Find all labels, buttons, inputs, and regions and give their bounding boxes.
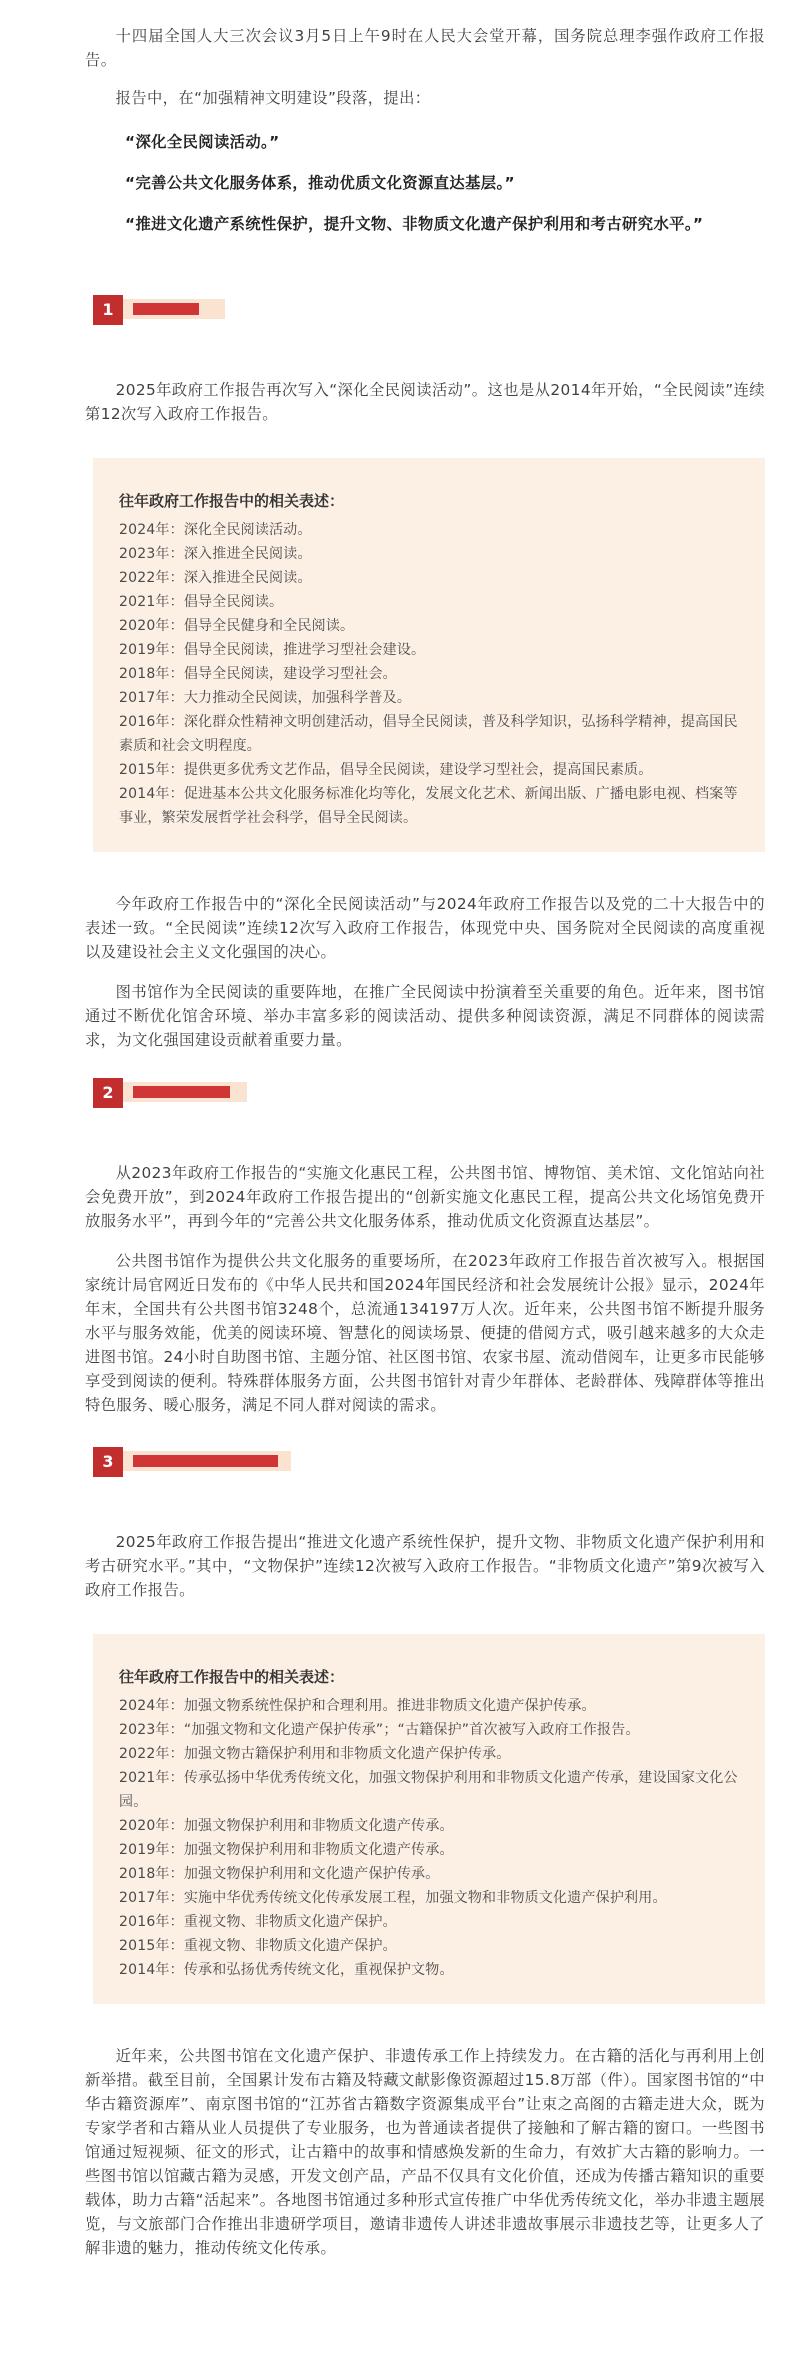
box-list-item bbox=[119, 686, 743, 710]
box-list-item bbox=[119, 1910, 743, 1934]
section-number-badge: 3 bbox=[93, 1447, 123, 1477]
section-paragraph: 图书馆作为全民阅读的重要阵地，在推广全民阅读中扮演着至关重要的角色。近年来，图书馆通过不断优化馆舍环境、举办丰富多彩的阅读活动、提供多种阅读资源，满足不同群体的阅读需求，为文化强国建设贡献着重要力量。 bbox=[85, 983, 765, 1049]
year-statement: 促进基本公共文化服务标准化均等化，发展文化艺术、新闻出版、广播电影电视、档案等事业，繁荣发展哲学社会科学，倡导全民阅读。 bbox=[119, 786, 738, 826]
year-label: 2024年 ： bbox=[119, 522, 184, 538]
section-title-band bbox=[123, 1082, 247, 1102]
year-statement: 倡导全民健身和全民阅读。 bbox=[183, 618, 355, 634]
intro-paragraph: 报告中，在“加强精神文明建设”段落，提出： bbox=[115, 89, 431, 107]
year-label: 2018年 ： bbox=[119, 1866, 184, 1882]
section-paragraph: 2025年政府工作报告提出“推进文化遗产系统性保护，提升文物、非物质文化遗产保护利用和考古研究水平。”其中，“文物保护”连续12次被写入政府工作报告。“非物质文化遗产”第9次被写入政府工作报告。 bbox=[85, 1533, 765, 1599]
year-statement: 倡导全民阅读。 bbox=[183, 594, 284, 610]
box-list-item bbox=[119, 1862, 743, 1886]
past-reports-box bbox=[93, 1634, 765, 2004]
section-title-bar bbox=[133, 303, 199, 315]
year-label: 2023年 ： bbox=[119, 546, 184, 562]
year-statement: 加强文物系统性保护和合理利用。推进非物质文化遗产保护传承。 bbox=[183, 1698, 596, 1714]
box-list-item bbox=[119, 662, 743, 686]
year-label: 2015年 ： bbox=[119, 1938, 184, 1954]
year-label: 2021年 ： bbox=[119, 594, 184, 610]
year-statement: 加强文物保护利用和文化遗产保护传承。 bbox=[183, 1866, 440, 1882]
year-statement: 深化全民阅读活动。 bbox=[183, 522, 312, 538]
box-list-item bbox=[119, 542, 743, 566]
box-list-item bbox=[119, 1766, 743, 1814]
year-statement: “加强文物和文化遗产保护传承”；“古籍保护”首次被写入政府工作报告。 bbox=[183, 1722, 640, 1738]
section-paragraph: 近年来，公共图书馆在文化遗产保护、非遗传承工作上持续发力。在古籍的活化与再利用上创新举措。截至目前，全国累计发布古籍及特藏文献影像资源超过15.8万部（件）。国家图书馆的“中华古籍资源库”、南京图书馆的“江苏省古籍数字资源集成平台”让束之高阁的古籍走进大众，既为专家学者和古籍从业人员提供了专业服务，也为普通读者提供了接触和了解古籍的窗口。一些图书馆通过短视频、征文的形式，让古籍中的故事和情感焕发新的生命力，有效扩大古籍的影响力。一些图书馆以馆藏古籍为灵感，开发文创产品，产品不仅具有文化价值，还成为传播古籍知识的重要载体，助力古籍“活起来”。各地图书馆通过多种形式宣传推广中华优秀传统文化，举办非遗主题展览，与文旅部门合作推出非遗研学项目，邀请非遗传人讲述非遗故事展示非遗技艺等，让更多人了解非遗的魅力，推动传统文化传承。 bbox=[85, 2047, 765, 2257]
section-number-badge: 1 bbox=[93, 295, 123, 325]
year-label: 2023年 ： bbox=[119, 1722, 184, 1738]
box-list-item bbox=[119, 710, 743, 758]
box-list-item bbox=[119, 1718, 743, 1742]
section-number-badge: 2 bbox=[93, 1078, 123, 1108]
report-quote: “深化全民阅读活动。” bbox=[125, 133, 280, 151]
year-statement: 实施中华优秀传统文化传承发展工程，加强文物和非物质文化遗产保护利用。 bbox=[183, 1890, 667, 1906]
box-list-item bbox=[119, 1742, 743, 1766]
year-statement: 倡导全民阅读，建设学习型社会。 bbox=[183, 666, 397, 682]
section-paragraph: 从2023年政府工作报告的“实施文化惠民工程，公共图书馆、博物馆、美术馆、文化馆站向社会免费开放”，到2024年政府工作报告提出的“创新实施文化惠民工程，提高公共文化场馆免费开放服务水平”，再到今年的“完善公共文化服务体系，推动优质文化资源直达基层”。 bbox=[85, 1164, 765, 1230]
report-quote: “完善公共文化服务体系，推动优质文化资源直达基层。” bbox=[125, 174, 515, 192]
box-title: 往年政府工作报告中的相关表述： bbox=[119, 1668, 345, 1686]
box-list-item bbox=[119, 614, 743, 638]
section-paragraph: 2025年政府工作报告再次写入“深化全民阅读活动”。这也是从2014年开始，“全民阅读”连续第12次写入政府工作报告。 bbox=[85, 381, 765, 423]
box-list-item bbox=[119, 638, 743, 662]
year-label: 2019年 ： bbox=[119, 1842, 184, 1858]
box-list-item bbox=[119, 518, 743, 542]
box-list-item bbox=[119, 566, 743, 590]
year-statement: 加强文物保护利用和非物质文化遗产传承。 bbox=[183, 1818, 454, 1834]
year-label: 2022年 ： bbox=[119, 1746, 184, 1762]
year-label: 2024年 ： bbox=[119, 1698, 184, 1714]
box-list-item bbox=[119, 590, 743, 614]
year-statement: 加强文物保护利用和非物质文化遗产传承。 bbox=[183, 1842, 454, 1858]
box-items bbox=[119, 1694, 743, 1982]
past-reports-box bbox=[93, 458, 765, 852]
section-title-band bbox=[123, 1451, 291, 1471]
report-quote: “推进文化遗产系统性保护，提升文物、非物质文化遗产保护利用和考古研究水平。” bbox=[125, 215, 704, 233]
intro-paragraph: 十四届全国人大三次会议3月5日上午9时在人民大会堂开幕，国务院总理李强作政府工作报告。 bbox=[85, 27, 765, 69]
year-label: 2016年 ： bbox=[119, 1914, 184, 1930]
year-statement: 加强文物古籍保护利用和非物质文化遗产保护传承。 bbox=[183, 1746, 511, 1762]
year-label: 2020年 ： bbox=[119, 1818, 184, 1834]
year-label: 2019年 ： bbox=[119, 642, 184, 658]
year-label: 2014年 ： bbox=[119, 786, 184, 802]
year-statement: 大力推动全民阅读，加强科学普及。 bbox=[183, 690, 412, 706]
box-title: 往年政府工作报告中的相关表述： bbox=[119, 492, 345, 510]
year-statement: 传承和弘扬优秀传统文化，重视保护文物。 bbox=[183, 1962, 454, 1978]
box-list-item bbox=[119, 1814, 743, 1838]
box-list-item bbox=[119, 758, 743, 782]
year-statement: 深入推进全民阅读。 bbox=[183, 546, 312, 562]
year-label: 2016年 ： bbox=[119, 714, 184, 730]
year-statement: 深入推进全民阅读。 bbox=[183, 570, 312, 586]
box-items bbox=[119, 518, 743, 830]
year-statement: 深化群众性精神文明创建活动，倡导全民阅读，普及科学知识，弘扬科学精神，提高国民素质和社会文明程度。 bbox=[119, 714, 738, 754]
box-list-item bbox=[119, 1886, 743, 1910]
year-statement: 重视文物、非物质文化遗产保护。 bbox=[183, 1938, 397, 1954]
year-statement: 倡导全民阅读，推进学习型社会建设。 bbox=[183, 642, 426, 658]
year-statement: 提供更多优秀文艺作品，倡导全民阅读，建设学习型社会，提高国民素质。 bbox=[183, 762, 653, 778]
box-list-item bbox=[119, 782, 743, 830]
year-label: 2017年 ： bbox=[119, 690, 184, 706]
section-title-bar bbox=[133, 1455, 278, 1467]
year-label: 2017年 ： bbox=[119, 1890, 184, 1906]
article bbox=[85, 0, 765, 2260]
year-label: 2022年 ： bbox=[119, 570, 184, 586]
section-title-band bbox=[123, 299, 225, 319]
year-label: 2015年 ： bbox=[119, 762, 184, 778]
section-paragraph: 公共图书馆作为提供公共文化服务的重要场所，在2023年政府工作报告首次被写入。根据国家统计局官网近日发布的《中华人民共和国2024年国民经济和社会发展统计公报》显示，2024年年末，全国共有公共图书馆3248个，总流通134197万人次。近年来，公共图书馆不断提升服务水平与服务效能，优美的阅读环境、智慧化的阅读场景、便捷的借阅方式，吸引越来越多的大众走进图书馆。24小时自助图书馆、主题分馆、社区图书馆、农家书屋、流动借阅车，让更多市民能够享受到阅读的便利。特殊群体服务方面，公共图书馆针对青少年群体、老龄群体、残障群体等推出特色服务、暖心服务，满足不同人群对阅读的需求。 bbox=[85, 1252, 765, 1414]
year-statement: 传承弘扬中华优秀传统文化，加强文物保护利用和非物质文化遗产传承，建设国家文化公园。 bbox=[119, 1770, 738, 1810]
year-label: 2018年 ： bbox=[119, 666, 184, 682]
year-label: 2021年 ： bbox=[119, 1770, 184, 1786]
year-label: 2020年 ： bbox=[119, 618, 184, 634]
box-list-item bbox=[119, 1694, 743, 1718]
section-header-2 bbox=[85, 1074, 765, 1114]
section-header-3 bbox=[85, 1443, 765, 1483]
year-statement: 重视文物、非物质文化遗产保护。 bbox=[183, 1914, 397, 1930]
section-header-1 bbox=[85, 291, 765, 331]
year-label: 2014年 ： bbox=[119, 1962, 184, 1978]
box-list-item bbox=[119, 1838, 743, 1862]
section-paragraph: 今年政府工作报告中的“深化全民阅读活动”与2024年政府工作报告以及党的二十大报告中的表述一致。“全民阅读”连续12次写入政府工作报告，体现党中央、国务院对全民阅读的高度重视以及建设社会主义文化强国的决心。 bbox=[85, 895, 765, 961]
section-title-bar bbox=[133, 1086, 230, 1098]
box-list-item bbox=[119, 1958, 743, 1982]
box-list-item bbox=[119, 1934, 743, 1958]
